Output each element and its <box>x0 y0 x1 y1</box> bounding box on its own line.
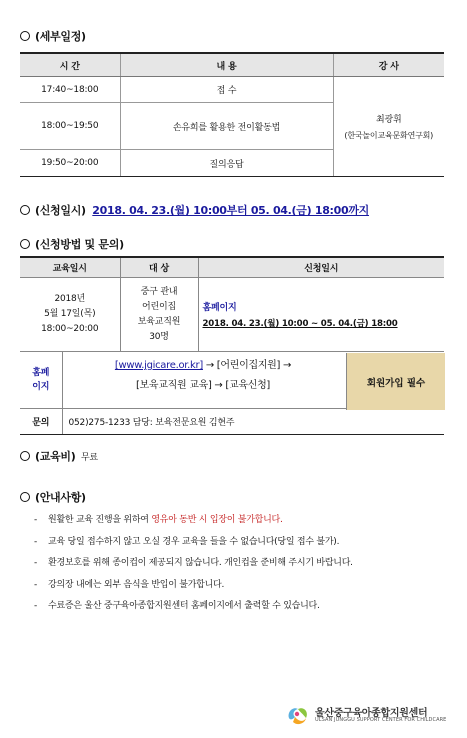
content-cell: 질의응답 <box>120 150 333 177</box>
table-row <box>20 278 444 352</box>
signup-required-badge: 회원가입 필수 <box>346 353 445 410</box>
schedule-title: (세부일정) <box>20 28 86 44</box>
circle-bullet-icon <box>20 205 30 215</box>
circle-bullet-icon <box>20 239 30 249</box>
apply-date-section <box>20 202 369 218</box>
time-cell: 18:00~19:50 <box>20 103 120 150</box>
instructor-cell <box>333 77 444 177</box>
method-title: (신청방법 및 문의) <box>20 236 124 252</box>
table-row <box>20 409 444 435</box>
list-item: - 환경보호를 위해 종이컵이 제공되지 않습니다. 개인컵을 준비해 주시기 바랍니다. <box>34 558 353 568</box>
org-name-en: ULSAN JUNGGU SUPPORT CENTER FOR CHILDCARE <box>315 717 447 723</box>
col-header-target: 대 상 <box>120 257 198 278</box>
schedule-table <box>20 52 444 177</box>
table-row <box>20 77 444 103</box>
inquiry-value: 052)275-1233 담당: 보육전문요원 김현주 <box>62 409 444 435</box>
homepage-label-cell: 홈페 이지 <box>20 352 62 409</box>
fee-section <box>20 448 98 464</box>
content-cell: 접 수 <box>120 77 333 103</box>
method-table-header <box>20 257 444 278</box>
list-item: - 원활한 교육 진행을 위하여 영유아 동반 시 입장이 불가합니다. <box>34 515 283 525</box>
notice-title: (안내사항) <box>20 489 86 505</box>
time-cell: 19:50~20:00 <box>20 150 120 177</box>
schedule-table-header <box>20 53 444 77</box>
org-name: 울산중구육아종합지원센터 <box>315 708 428 719</box>
instructor-name: 최광휘 <box>376 115 402 125</box>
target-cell: 중구 관내 어린이집 보육교직원 30명 <box>120 278 198 352</box>
col-header-content: 내 용 <box>120 53 333 77</box>
apply-date-value: 2018. 04. 23.(월) 10:00부터 05. 04.(금) 18:00까지 <box>92 204 370 217</box>
time-cell: 17:40~18:00 <box>20 77 120 103</box>
list-item: - 수료증은 울산 중구육아종합지원센터 홈페이지에서 출력할 수 있습니다. <box>34 601 320 611</box>
list-item: - 교육 당일 접수하지 않고 오실 경우 교육을 들을 수 없습니다(당일 접수 불가). <box>34 536 340 547</box>
inquiry-label: 문의 <box>20 409 62 435</box>
col-header-edu-date: 교육일시 <box>20 257 120 278</box>
apply-homepage-label: 홈페이지 <box>202 303 237 313</box>
col-header-apply: 신청일시 <box>198 257 444 278</box>
col-header-time: 시 간 <box>20 53 120 77</box>
circle-bullet-icon <box>20 31 30 41</box>
homepage-url-link[interactable]: [www.jgicare.or.kr] <box>114 360 203 371</box>
fee-label: (교육비) <box>35 450 76 463</box>
fee-value: 무료 <box>80 453 98 463</box>
apply-date-range: 2018. 04. 23.(월) 10:00 ~ 05. 04.(금) 18:00 <box>202 319 398 329</box>
homepage-path: [www.jgicare.or.kr] → [어린이집지원] → [보육교직원 교육] → [교육신청] <box>114 360 292 391</box>
notice-list <box>34 510 353 618</box>
apply-date-label: (신청일시) <box>35 204 86 217</box>
col-header-instructor: 강 사 <box>333 53 444 77</box>
center-logo-icon <box>285 702 311 726</box>
circle-bullet-icon <box>20 451 30 461</box>
list-item: - 강의장 내에는 외부 음식을 반입이 불가합니다. <box>34 579 225 590</box>
apply-cell <box>198 278 444 352</box>
instructor-org: (한국놀이교육문화연구회) <box>344 131 434 140</box>
content-cell: 손유희를 활용한 전이활동법 <box>120 103 333 150</box>
edu-date-cell: 2018년 5월 17일(목) 18:00~20:00 <box>20 278 120 352</box>
circle-bullet-icon <box>20 492 30 502</box>
